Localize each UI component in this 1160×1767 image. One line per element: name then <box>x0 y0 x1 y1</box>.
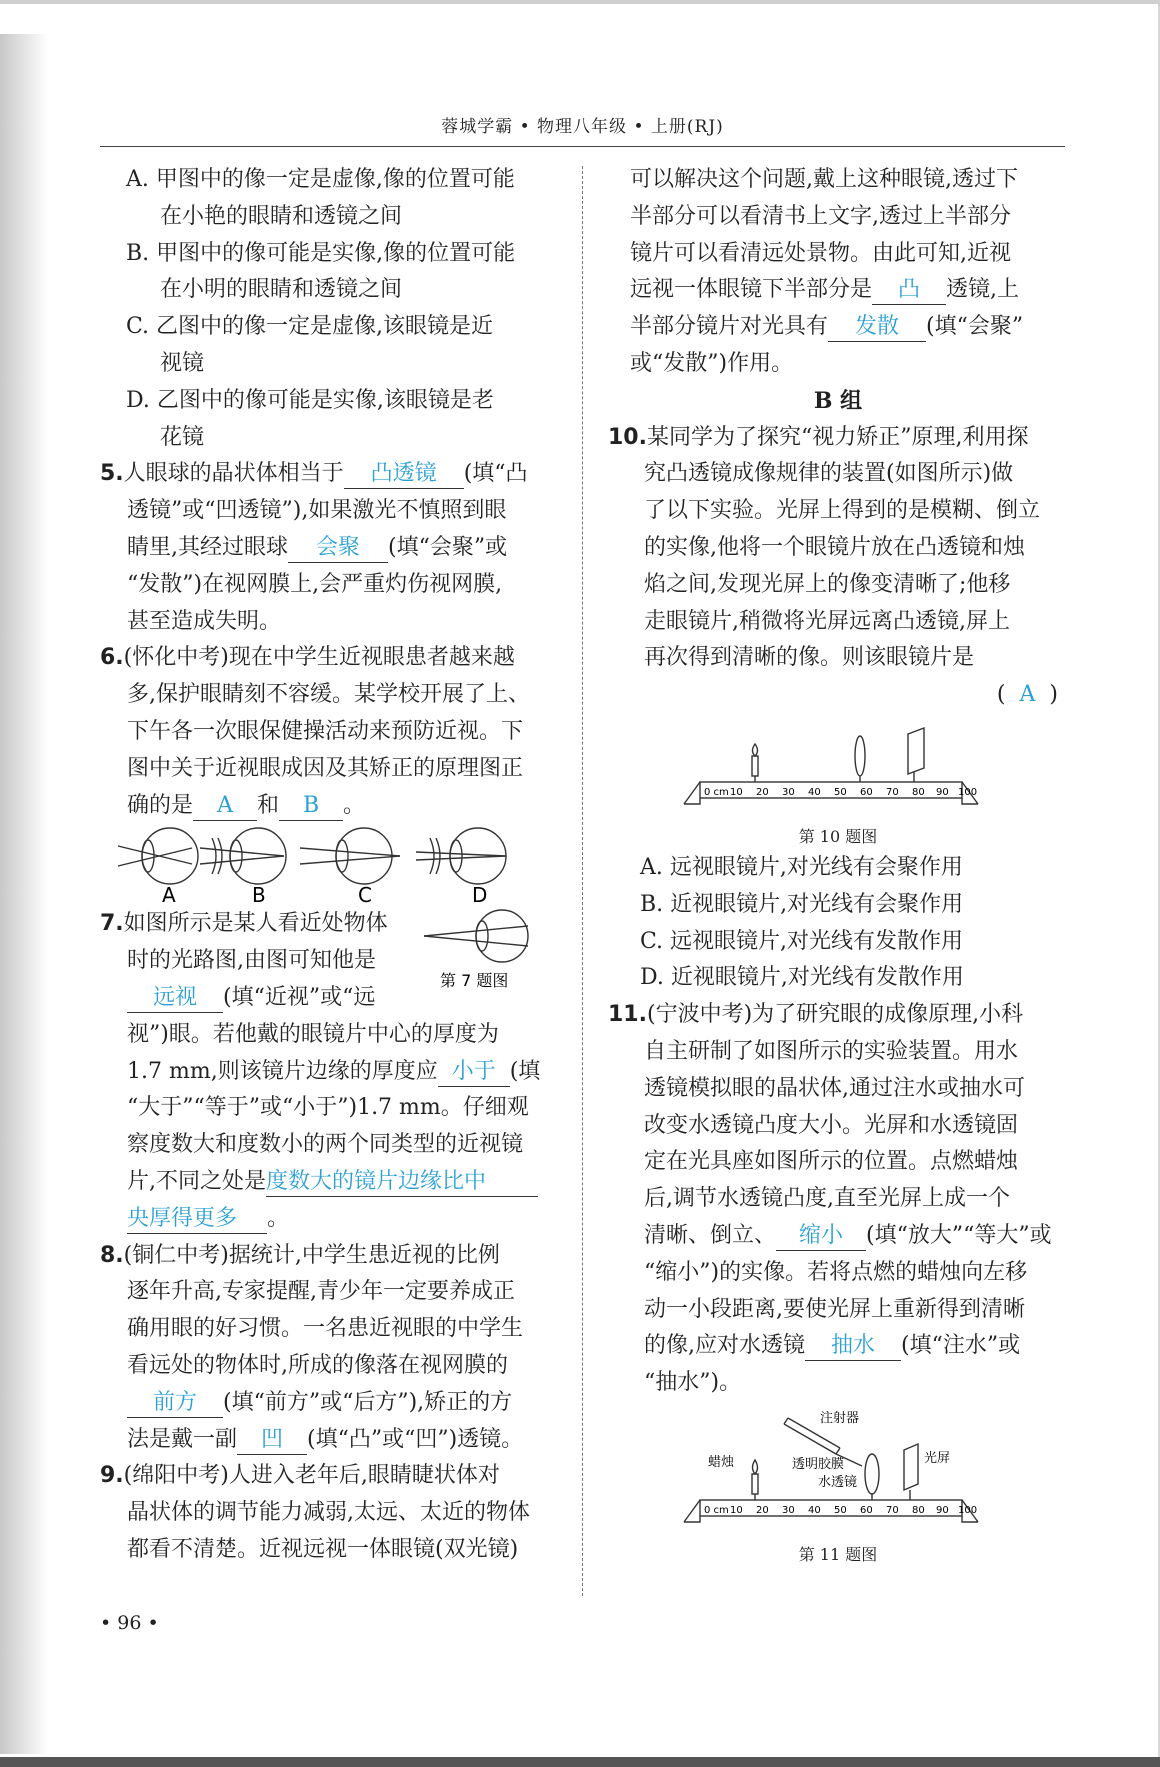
label-membrane: 透明胶膜 <box>792 1456 845 1472</box>
answer-q11-2: 抽水 <box>805 1332 901 1361</box>
svg-text:100: 100 <box>958 786 978 798</box>
page-header: 蓉城学霸 • 物理八年级 • 上册(RJ) <box>441 117 724 137</box>
answer-q5-2: 会聚 <box>288 534 388 563</box>
svg-text:80: 80 <box>912 1504 925 1516</box>
question-11: 11.(宁波中考)为了研究眼的成像原理,小科 自主研制了如图所示的实验装置。用水 透镜模拟眼的晶状体,通过注水或抽水可 改变水透镜凸度大小。光屏和水透镜固 定在光具座如图所示的位置。点燃蜡烛 后,调节水透镜凸度,直至光屏上成一个 清晰、倒立、 缩小 (填“放大”“等大”或 “缩小”)的实像。若将点燃的蜡烛向左移 动一小段距离,要使光屏上重新得到清晰 的像,应对水透镜 抽水 (填“注水”或 “抽水”)。 <box>608 1002 1052 1396</box>
question-7: 第 7 题图 7.如图所示是某人看近处物体 时的光路图,由图可知他是 远视 (填“近视”或“远 视”)眼。若他戴的眼镜片中心的厚度为 1.7 mm,则该镜片边缘的厚度应 小于 (填 “大于”“等于”或“小于”)1.7 mm。仔细观 察度数大和度数小的两个同类型的近视镜 片,不同之处是度数大的镜片边缘比中 央厚得更多 。 <box>100 906 560 1237</box>
label-candle: 蜡烛 <box>708 1454 735 1470</box>
caption-q10: 第 10 题图 <box>798 826 878 846</box>
svg-text:70: 70 <box>886 1504 899 1516</box>
caption-q7: 第 7 题图 <box>440 971 509 991</box>
eye-diagram-c <box>300 828 400 884</box>
svg-text:0 cm: 0 cm <box>704 1504 729 1516</box>
answer-q6-1: A <box>193 792 257 821</box>
question-8: 8.(铜仁中考)据统计,中学生患近视的比例 逐年升高,专家提醒,青少年一定要养成正 确用眼的好习惯。一名患近视眼的中学生 看远处的物体时,所成的像落在视网膜的 前方 (填“前方”或“后方”),矫正的方 法是戴一副 凹 (填“凸”或“凹”)透镜。 <box>100 1238 560 1459</box>
label-screen: 光屏 <box>924 1450 951 1466</box>
svg-text:60: 60 <box>860 786 873 798</box>
answer-q9-1: 凸 <box>872 276 946 305</box>
answer-q7-2: 小于 <box>438 1058 510 1087</box>
convex-lens <box>855 736 865 782</box>
answer-q8-2: 凹 <box>237 1426 307 1455</box>
column-divider <box>582 166 583 1596</box>
header-rule <box>100 146 1065 147</box>
water-lens <box>865 1454 879 1500</box>
answer-q9-2: 发散 <box>828 313 926 342</box>
svg-text:60: 60 <box>860 1504 873 1516</box>
label-water-lens: 水透镜 <box>818 1474 858 1490</box>
svg-text:30: 30 <box>782 1504 795 1516</box>
question-9-cont: 可以解决这个问题,戴上这种眼镜,透过下 半部分可以看清书上文字,透过上半部分 镜片可以看清远处景物。由此可知,近视 远视一体眼镜下半部分是 凸 透镜,上 半部分镜片对光具有 发散 (填“会聚” 或“发散”)作用。 <box>630 167 1024 376</box>
page-number: • 96 • <box>100 1612 159 1634</box>
question-10: 10.某同学为了探究“视力矫正”原理,利用探 究凸透镜成像规律的装置(如图所示)做 了以下实验。光屏上得到的是模糊、倒立 的实像,他将一个眼镜片放在凸透镜和烛 焰之间,发现光屏上的像变清晰了;他移 走眼镜片,稍微将光屏远离凸透镜,屏上 再次得到清晰的像。则该眼镜片是 <box>608 424 1041 671</box>
answer-q5-1: 凸透镜 <box>344 460 464 489</box>
group-b-heading: B 组 <box>813 387 863 414</box>
answer-q8-1: 前方 <box>127 1389 223 1418</box>
q10-option-c: C. 远视眼镜片,对光线有发散作用 <box>640 928 964 954</box>
q10-option-b: B. 近视眼镜片,对光线有会聚作用 <box>640 891 964 917</box>
svg-text:90: 90 <box>936 786 949 798</box>
question-5: 5.人眼球的晶状体相当于 凸透镜 (填“凸 透镜”或“凹透镜”),如果激光不慎照到眼 睛里,其经过眼球 会聚 (填“会聚”或 “发散”)在视网膜上,会严重灼伤视网膜, 甚至造成失明。 <box>100 461 528 634</box>
svg-text:40: 40 <box>808 1504 821 1516</box>
left-column <box>100 162 560 1569</box>
answer-q7-3: 度数大的镜片边缘比中 <box>266 1168 538 1197</box>
answer-q6-2: B <box>279 792 343 821</box>
svg-text:10: 10 <box>730 786 743 798</box>
eye-diagram-q7 <box>422 906 550 996</box>
svg-text:70: 70 <box>886 786 899 798</box>
svg-text:50: 50 <box>834 1504 847 1516</box>
q10-option-d: D. 近视眼镜片,对光线有发散作用 <box>640 965 964 991</box>
answer-q11-1: 缩小 <box>776 1222 866 1251</box>
svg-text:10: 10 <box>730 1504 743 1516</box>
svg-text:50: 50 <box>834 786 847 798</box>
right-column <box>608 162 1068 1568</box>
q10-answer-line: ( A ) <box>996 682 1058 708</box>
q4-option-a: A. 甲图中的像一定是虚像,像的位置可能 在小艳的眼睛和透镜之间 <box>126 167 515 229</box>
svg-text:90: 90 <box>936 1504 949 1516</box>
optical-bench-q10 <box>608 714 1068 824</box>
q10-option-a: A. 远视眼镜片,对光线有会聚作用 <box>640 854 963 880</box>
question-6: 6.(怀化中考)现在中学生近视眼患者越来越 多,保护眼睛刻不容缓。某学校开展了上、 下午各一次眼保健操活动来预防近视。下 图中关于近视眼成因及其矫正的原理图正 确的是 A 和 B 。 <box>100 640 560 824</box>
screen-q11 <box>904 1444 918 1500</box>
q4-options <box>100 162 560 456</box>
svg-text:40: 40 <box>808 786 821 798</box>
candle-q11 <box>752 1460 758 1500</box>
svg-text:100: 100 <box>958 1504 978 1516</box>
light-screen <box>908 728 924 782</box>
label-b: B <box>252 883 266 907</box>
eye-diagram-a <box>118 828 198 884</box>
answer-q7-1: 远视 <box>127 984 223 1013</box>
q4-option-b: B. 甲图中的像可能是实像,像的位置可能 在小明的眼睛和透镜之间 <box>126 240 516 303</box>
eye-diagrams-q6 <box>100 824 560 906</box>
svg-text:30: 30 <box>782 786 795 798</box>
label-a: A <box>162 883 176 907</box>
svg-text:20: 20 <box>756 786 769 798</box>
q4-option-d: D. 乙图中的像可能是实像,该眼镜是老 花镜 <box>126 387 494 450</box>
question-9: 9.(绵阳中考)人进入老年后,眼睛睫状体对 晶状体的调节能力减弱,太远、太近的物体 都看不清楚。近视远视一体眼镜(双光镜) <box>100 1463 530 1562</box>
q10-options <box>608 850 1068 997</box>
svg-text:80: 80 <box>912 786 925 798</box>
eye-diagram-b <box>200 828 286 884</box>
label-d: D <box>472 883 488 907</box>
eye-diagram-d <box>416 828 506 884</box>
ruler-unit: 0 cm <box>704 786 729 798</box>
answer-q10: A <box>1019 682 1036 708</box>
candle <box>752 744 758 782</box>
label-syringe: 注射器 <box>820 1410 860 1426</box>
water-lens-apparatus-q11 <box>608 1402 1068 1542</box>
svg-text:20: 20 <box>756 1504 769 1516</box>
q4-option-c: C. 乙图中的像一定是虚像,该眼镜是近 视镜 <box>126 314 494 376</box>
caption-q11: 第 11 题图 <box>798 1544 878 1564</box>
answer-q7-3-cont: 央厚得更多 <box>127 1205 267 1234</box>
label-c: C <box>358 883 372 907</box>
